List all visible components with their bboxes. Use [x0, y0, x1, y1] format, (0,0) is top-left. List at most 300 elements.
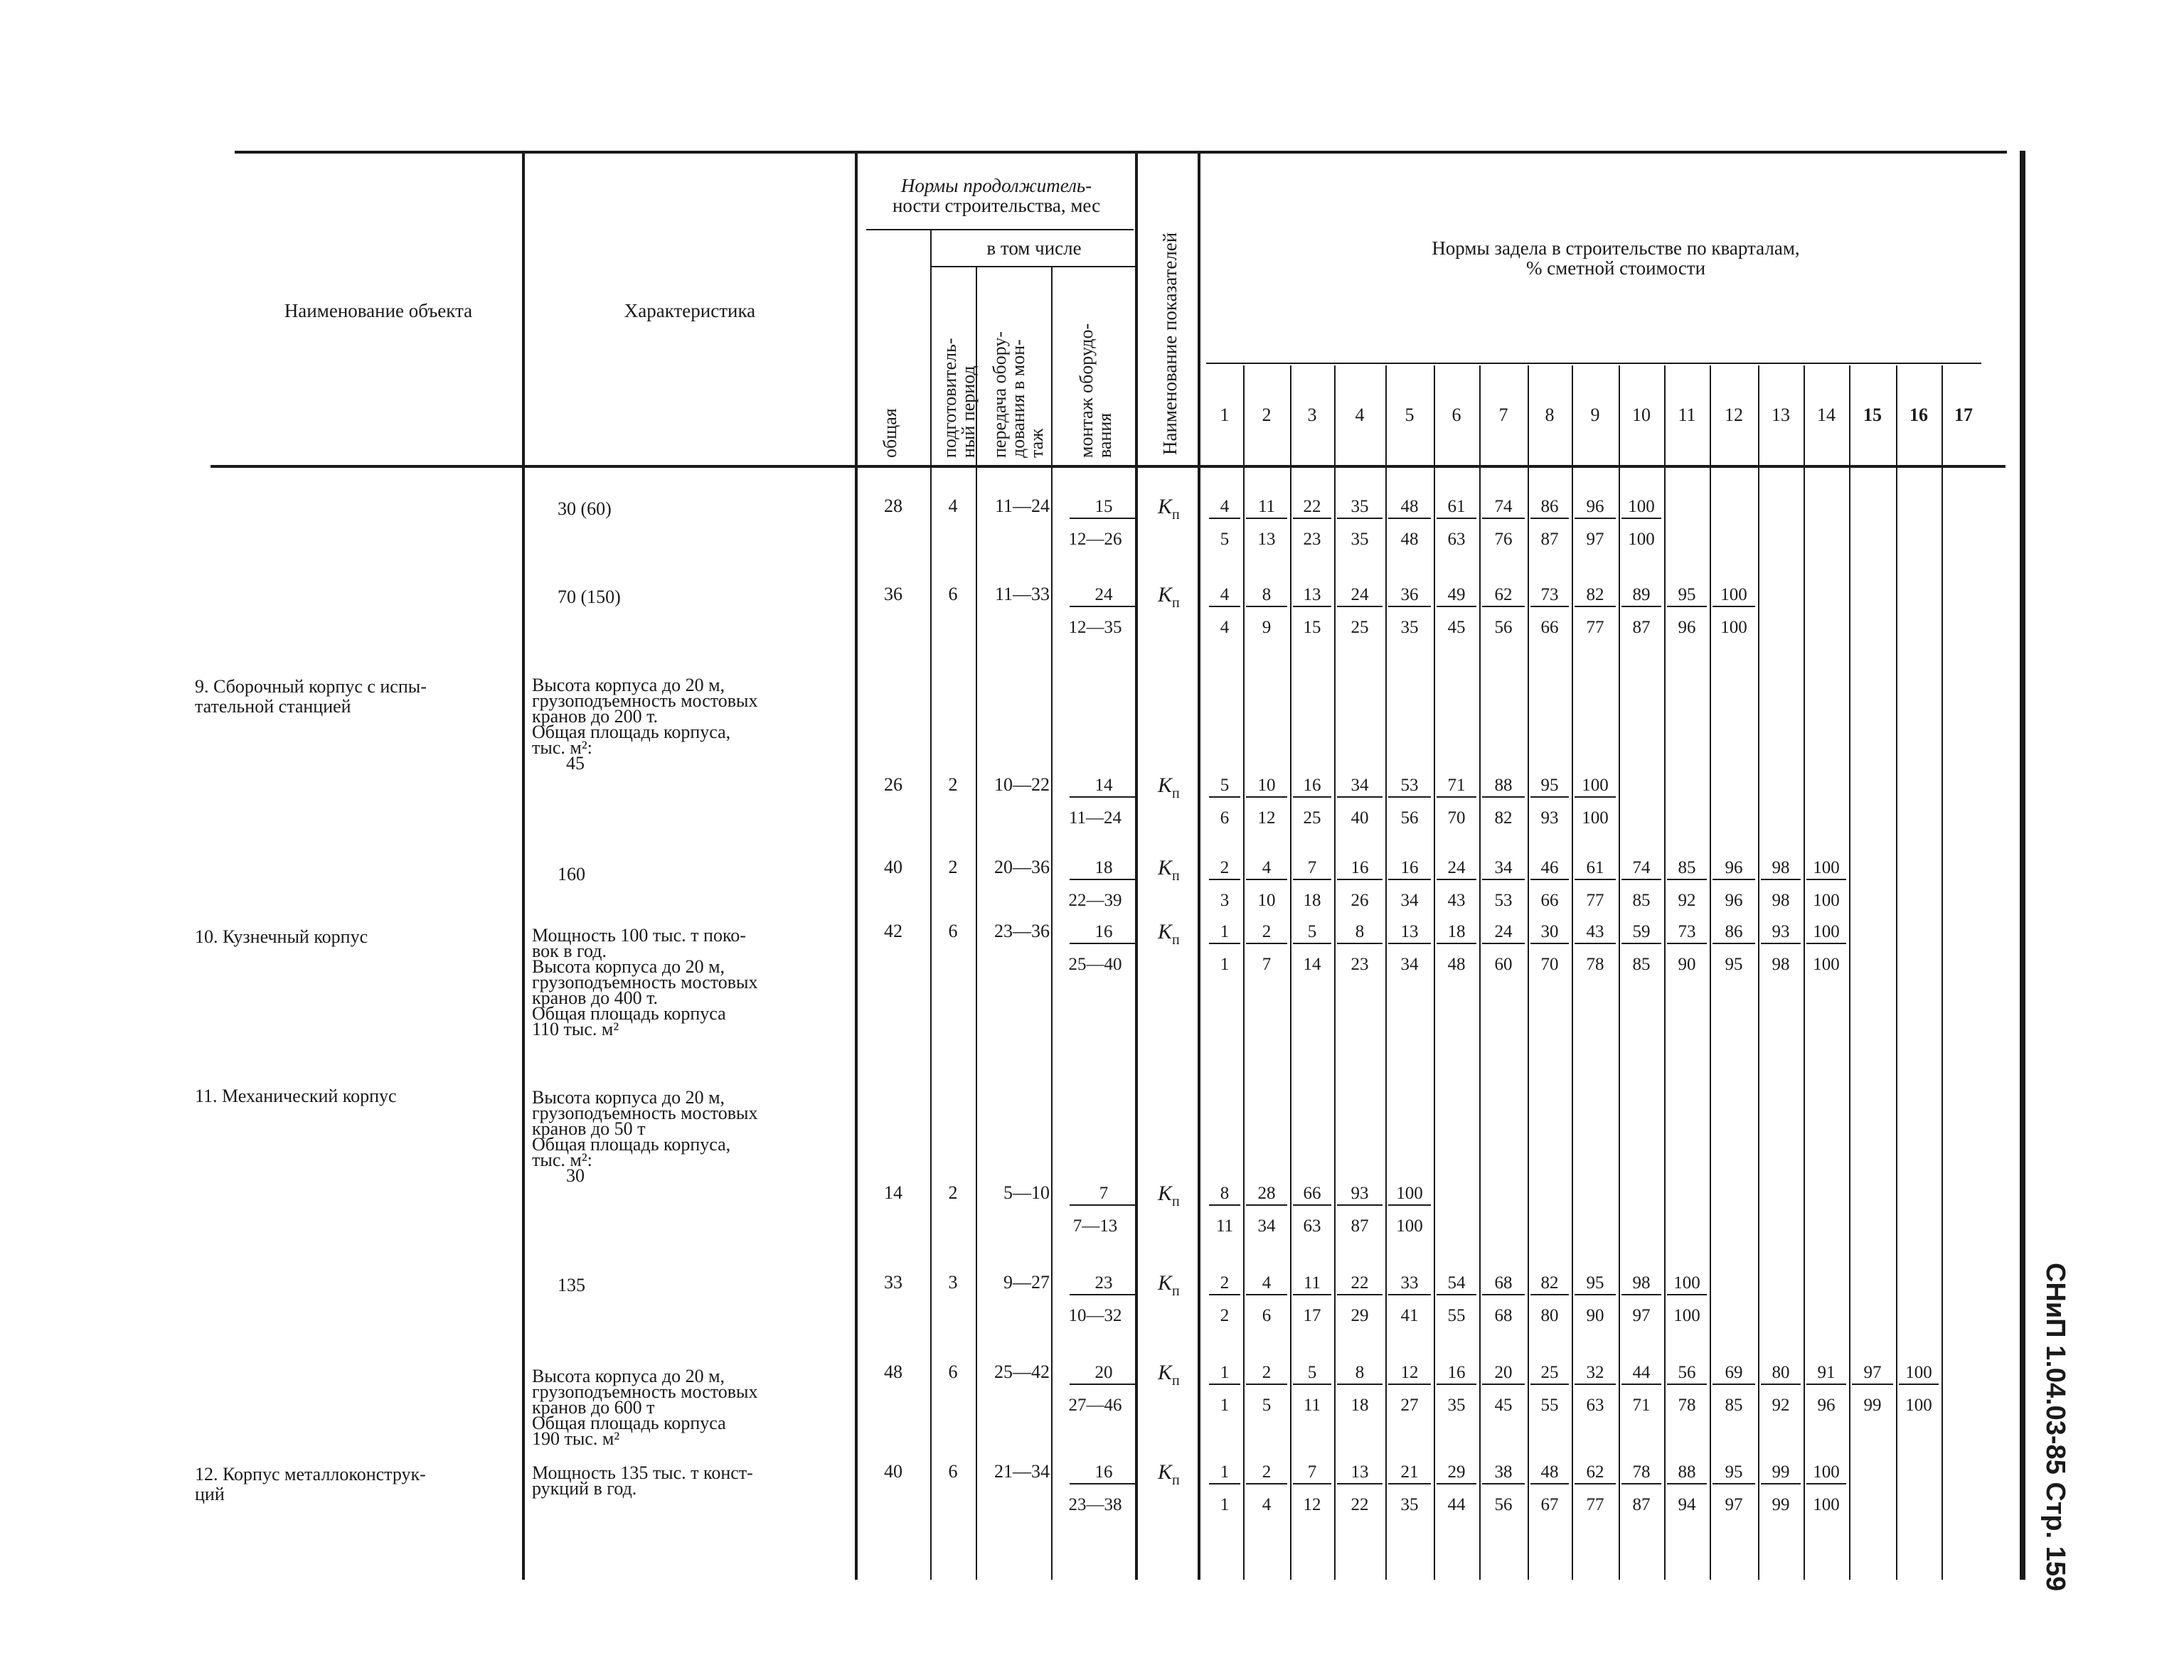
backlog-cell [1667, 584, 1707, 637]
characteristic-10-line: Мощность 100 тыс. т поко- [532, 924, 746, 946]
backlog-top: 16 [1388, 857, 1431, 880]
install-value: 16 [1070, 1462, 1138, 1484]
kp-letter: К [1158, 1273, 1172, 1295]
backlog-cell [1575, 775, 1616, 828]
backlog-top: 86 [1712, 921, 1755, 944]
backlog-cell [1667, 1462, 1707, 1514]
backlog-bottom: 27 [1400, 1395, 1419, 1415]
backlog-cell [1712, 1362, 1755, 1415]
quarter-col-rule [1849, 365, 1850, 1580]
backlog-top: 88 [1667, 1462, 1707, 1484]
backlog-bottom: 100 [1813, 954, 1840, 974]
backlog-bottom: 100 [1720, 617, 1747, 637]
kp-letter: К [1158, 1362, 1172, 1385]
indicator-kp [1158, 1462, 1180, 1489]
backlog-cell [1621, 584, 1661, 637]
duration-install [1058, 496, 1132, 549]
backlog-cell [1209, 1273, 1240, 1325]
backlog-cell [1246, 921, 1287, 974]
backlog-cell [1806, 1362, 1846, 1415]
object-12-name-line2: ций [195, 1483, 225, 1504]
backlog-cell [1246, 1273, 1287, 1325]
backlog-top: 100 [1806, 857, 1846, 880]
object-12-name-line1: 12. Корпус металлоконструк- [195, 1463, 426, 1484]
col-rule [930, 230, 932, 1580]
backlog-bottom: 100 [1628, 529, 1655, 549]
backlog-bottom: 85 [1725, 1395, 1743, 1415]
backlog-bottom: 85 [1632, 890, 1651, 910]
backlog-top: 18 [1437, 921, 1476, 944]
backlog-bottom: 97 [1632, 1305, 1651, 1325]
backlog-top: 22 [1293, 496, 1331, 519]
backlog-bottom: 22 [1351, 1494, 1369, 1514]
backlog-bottom: 43 [1447, 890, 1466, 910]
install-range: 11—24 [1068, 808, 1122, 828]
backlog-cell [1209, 1183, 1240, 1236]
backlog-top: 24 [1437, 857, 1476, 880]
quarter-col-rule [1710, 365, 1711, 1580]
backlog-bottom: 34 [1400, 954, 1419, 974]
duration-handover: 5—10 [1003, 1182, 1050, 1203]
backlog-bottom: 45 [1447, 617, 1466, 637]
backlog-top: 98 [1761, 857, 1801, 880]
backlog-top: 33 [1388, 1273, 1431, 1295]
backlog-top: 98 [1621, 1273, 1661, 1295]
backlog-cell [1209, 1462, 1240, 1514]
kp-letter: К [1158, 584, 1172, 607]
backlog-bottom: 100 [1396, 1216, 1423, 1236]
backlog-cell [1388, 1362, 1431, 1415]
backlog-top: 59 [1621, 921, 1661, 944]
kp-letter: К [1158, 1183, 1172, 1206]
backlog-bottom: 63 [1586, 1395, 1604, 1415]
col-header-prep-line2: ный период [957, 365, 979, 458]
backlog-bottom: 78 [1678, 1395, 1696, 1415]
kp-subscript: п [1171, 508, 1180, 523]
backlog-cell [1293, 1273, 1331, 1325]
duration-title-line1: Нормы продолжитель- [900, 175, 1092, 196]
backlog-top: 5 [1293, 921, 1331, 944]
backlog-cell [1388, 775, 1431, 828]
backlog-top: 46 [1530, 857, 1569, 880]
quarter-number-5: 5 [1405, 404, 1415, 425]
backlog-top: 95 [1667, 584, 1707, 607]
backlog-cell [1337, 921, 1383, 974]
quarter-number-2: 2 [1262, 404, 1272, 425]
backlog-bottom: 90 [1678, 954, 1696, 974]
characteristic-crane-600-line: Высота корпуса до 20 м, [532, 1365, 725, 1386]
quarter-number-4: 4 [1355, 404, 1365, 425]
backlog-cell [1482, 496, 1525, 549]
backlog-top: 89 [1621, 584, 1661, 607]
backlog-bottom: 12 [1257, 808, 1276, 828]
kp-subscript: п [1171, 1194, 1180, 1210]
backlog-top: 100 [1621, 496, 1661, 519]
backlog-cell [1712, 857, 1755, 910]
backlog-top: 74 [1621, 857, 1661, 880]
characteristic-11-line: тыс. м²: [532, 1149, 592, 1170]
backlog-cell [1530, 496, 1569, 549]
backlog-bottom: 87 [1632, 1494, 1651, 1514]
backlog-top: 28 [1246, 1183, 1287, 1206]
backlog-bottom: 48 [1447, 954, 1466, 974]
backlog-top: 100 [1712, 584, 1755, 607]
col-rule [976, 267, 977, 1580]
characteristic-10-line: грузоподъемность мостовых [532, 971, 758, 993]
backlog-top: 22 [1337, 1273, 1383, 1295]
object-9-name-line2: тательной станцией [195, 695, 351, 717]
backlog-bottom: 25 [1351, 617, 1369, 637]
backlog-cell [1437, 1462, 1476, 1514]
backlog-bottom: 95 [1725, 954, 1743, 974]
backlog-bottom: 92 [1678, 890, 1696, 910]
backlog-cell [1575, 1362, 1616, 1415]
characteristic-11-line: 30 [566, 1165, 585, 1186]
backlog-bottom: 40 [1351, 808, 1369, 828]
backlog-bottom: 78 [1586, 954, 1604, 974]
quarter-col-rule [1572, 365, 1573, 1580]
duration-install [1058, 775, 1132, 828]
backlog-bottom: 66 [1540, 890, 1559, 910]
backlog-top: 5 [1209, 775, 1240, 798]
table-top-rule [235, 151, 2007, 154]
characteristic-9-line: грузоподъемность мостовых [532, 690, 758, 711]
duration-title-line2: ности строительства, мес [892, 195, 1101, 216]
backlog-cell [1437, 775, 1476, 828]
backlog-cell [1575, 1462, 1616, 1514]
duration-handover: 25—42 [994, 1361, 1050, 1382]
backlog-cell [1337, 1273, 1383, 1325]
backlog-cell [1388, 1273, 1431, 1325]
characteristic-crane-600-line: 190 тыс. м² [532, 1428, 620, 1449]
backlog-cell [1388, 857, 1431, 910]
backlog-bottom: 87 [1632, 617, 1651, 637]
object-10-name: 10. Кузнечный корпус [195, 926, 368, 947]
duration-prep: 6 [948, 1460, 958, 1482]
backlog-cell [1437, 857, 1476, 910]
install-range: 23—38 [1068, 1494, 1122, 1514]
quarter-number-17: 17 [1954, 404, 1973, 425]
backlog-bottom: 4 [1262, 1494, 1272, 1514]
backlog-top: 10 [1246, 775, 1287, 798]
kp-subscript: п [1171, 869, 1180, 884]
backlog-top: 44 [1621, 1362, 1661, 1385]
backlog-top: 34 [1482, 857, 1525, 880]
backlog-top: 53 [1388, 775, 1431, 798]
backlog-cell [1621, 921, 1661, 974]
quarter-number-12: 12 [1725, 404, 1743, 425]
indicator-kp [1158, 1273, 1180, 1300]
install-range: 22—39 [1068, 890, 1122, 910]
backlog-cell [1437, 1362, 1476, 1415]
backlog-top: 36 [1388, 584, 1431, 607]
backlog-cell [1667, 857, 1707, 910]
backlog-top: 68 [1482, 1273, 1525, 1295]
backlog-cell [1246, 775, 1287, 828]
characteristic-12-line: рукций в год. [532, 1477, 637, 1499]
quarter-number-6: 6 [1451, 404, 1461, 425]
backlog-bottom: 94 [1678, 1494, 1696, 1514]
characteristic-30-60: 30 (60) [558, 498, 612, 519]
backlog-bottom: 48 [1400, 529, 1419, 549]
characteristic-10-line: вок в год. [532, 940, 607, 961]
backlog-cell [1482, 857, 1525, 910]
backlog-bottom: 87 [1540, 529, 1559, 549]
duration-prep: 3 [948, 1271, 958, 1293]
backlog-cell [1621, 857, 1661, 910]
duration-prep: 2 [948, 1182, 958, 1203]
backlog-bottom: 77 [1586, 890, 1604, 910]
backlog-bottom: 11 [1303, 1395, 1321, 1415]
backlog-cell [1437, 584, 1476, 637]
col-header-handover-line1: передача обору- [989, 331, 1010, 458]
backlog-top: 7 [1293, 1462, 1331, 1484]
backlog-top: 93 [1337, 1183, 1383, 1206]
install-range: 7—13 [1072, 1216, 1118, 1236]
quarter-col-rule [1528, 365, 1529, 1580]
backlog-cell [1621, 1462, 1661, 1514]
backlog-cell [1246, 857, 1287, 910]
backlog-bottom: 35 [1400, 1494, 1419, 1514]
kp-letter: К [1158, 857, 1172, 880]
backlog-cell [1806, 1462, 1846, 1514]
backlog-bottom: 15 [1303, 617, 1321, 637]
backlog-cell [1293, 857, 1331, 910]
backlog-cell [1337, 496, 1383, 549]
backlog-top: 96 [1712, 857, 1755, 880]
characteristic-10-line: Общая площадь корпуса [532, 1002, 726, 1024]
backlog-cell [1530, 584, 1569, 637]
duration-handover: 20—36 [994, 856, 1050, 877]
backlog-top: 24 [1337, 584, 1383, 607]
backlog-cell [1482, 921, 1525, 974]
backlog-bottom: 5 [1220, 529, 1230, 549]
backlog-top: 62 [1482, 584, 1525, 607]
backlog-top: 100 [1806, 921, 1846, 944]
backlog-top: 1 [1209, 1362, 1240, 1385]
backlog-top: 97 [1852, 1362, 1893, 1385]
backlog-cell [1530, 775, 1569, 828]
backlog-cell [1530, 921, 1569, 974]
quarter-col-rule [1896, 365, 1897, 1580]
backlog-cell [1293, 584, 1331, 637]
backlog-top: 100 [1388, 1183, 1431, 1206]
backlog-bottom: 55 [1447, 1305, 1466, 1325]
duration-general: 28 [884, 495, 902, 516]
backlog-top: 73 [1530, 584, 1569, 607]
backlog-top: 7 [1293, 857, 1331, 880]
duration-handover: 11—24 [994, 495, 1050, 516]
col-rule [855, 154, 857, 1580]
backlog-top: 95 [1712, 1462, 1755, 1484]
kp-letter: К [1158, 775, 1172, 798]
backlog-top: 56 [1667, 1362, 1707, 1385]
indicator-kp [1158, 584, 1180, 611]
backlog-cell [1712, 1462, 1755, 1514]
quarter-number-1: 1 [1220, 404, 1230, 425]
col-header-install-line2: вания [1094, 412, 1115, 458]
backlog-bottom: 1 [1220, 1494, 1230, 1514]
quarter-number-9: 9 [1590, 404, 1600, 425]
backlog-cell [1293, 1362, 1331, 1415]
backlog-cell [1482, 584, 1525, 637]
backlog-bottom: 29 [1351, 1305, 1369, 1325]
backlog-bottom: 18 [1351, 1395, 1369, 1415]
backlog-cell [1761, 857, 1801, 910]
duration-install [1058, 1462, 1132, 1514]
quarter-col-rule [1434, 365, 1435, 1580]
col-header-handover-line3: таж [1026, 428, 1047, 458]
duration-prep: 6 [948, 583, 958, 604]
duration-install [1058, 1273, 1132, 1325]
backlog-bottom: 6 [1220, 808, 1230, 828]
kp-subscript: п [1171, 1374, 1180, 1389]
backlog-bottom: 77 [1586, 1494, 1604, 1514]
backlog-bottom: 68 [1494, 1305, 1513, 1325]
backlog-cell [1530, 1362, 1569, 1415]
indicator-kp [1158, 1183, 1180, 1210]
duration-handover: 10—22 [994, 774, 1050, 795]
duration-handover: 23—36 [994, 920, 1050, 941]
backlog-top: 16 [1337, 857, 1383, 880]
backlog-bottom: 100 [1813, 1494, 1840, 1514]
backlog-cell [1667, 1273, 1707, 1325]
duration-handover: 11—33 [994, 583, 1050, 604]
backlog-cell [1209, 775, 1240, 828]
backlog-cell [1806, 921, 1846, 974]
backlog-cell [1530, 857, 1569, 910]
backlog-cell [1437, 921, 1476, 974]
backlog-top: 100 [1899, 1362, 1939, 1385]
characteristic-10-line: 110 тыс. м² [532, 1018, 619, 1039]
backlog-top: 32 [1575, 1362, 1616, 1385]
backlog-top: 78 [1621, 1462, 1661, 1484]
backlog-cell [1575, 496, 1616, 549]
duration-general: 26 [884, 774, 902, 795]
backlog-top: 24 [1482, 921, 1525, 944]
backlog-top: 43 [1575, 921, 1616, 944]
backlog-cell [1209, 584, 1240, 637]
duration-install [1058, 857, 1132, 910]
duration-install [1058, 584, 1132, 637]
quarter-number-3: 3 [1307, 404, 1317, 425]
backlog-top: 4 [1209, 496, 1240, 519]
backlog-top: 29 [1437, 1462, 1476, 1484]
backlog-bottom: 25 [1303, 808, 1321, 828]
backlog-top: 8 [1337, 1362, 1383, 1385]
characteristic-crane-600-line: кранов до 600 т [532, 1396, 655, 1418]
col-rule [1198, 154, 1200, 1580]
backlog-bottom: 87 [1351, 1216, 1369, 1236]
backlog-cell [1575, 921, 1616, 974]
backlog-top: 4 [1246, 1273, 1287, 1295]
col-header-general: общая [879, 408, 900, 458]
backlog-bottom: 100 [1582, 808, 1609, 828]
backlog-bottom: 90 [1586, 1305, 1604, 1325]
backlog-cell [1899, 1362, 1939, 1415]
backlog-bottom: 12 [1303, 1494, 1321, 1514]
backlog-cell [1293, 1462, 1331, 1514]
duration-install [1058, 1183, 1132, 1236]
backlog-bottom: 1 [1220, 1395, 1230, 1415]
backlog-bottom: 35 [1447, 1395, 1466, 1415]
backlog-top: 20 [1482, 1362, 1525, 1385]
backlog-bottom: 100 [1673, 1305, 1700, 1325]
backlog-top: 71 [1437, 775, 1476, 798]
backlog-cell [1712, 584, 1755, 637]
backlog-bottom: 63 [1447, 529, 1466, 549]
backlog-bottom: 71 [1632, 1395, 1651, 1415]
backlog-cell [1437, 496, 1476, 549]
backlog-bottom: 70 [1447, 808, 1466, 828]
quarter-col-rule [1385, 365, 1387, 1580]
backlog-cell [1575, 857, 1616, 910]
backlog-cell [1209, 857, 1240, 910]
backlog-top: 82 [1530, 1273, 1569, 1295]
backlog-bottom: 100 [1905, 1395, 1932, 1415]
backlog-top: 4 [1209, 584, 1240, 607]
characteristic-135: 135 [558, 1274, 585, 1295]
install-range: 27—46 [1068, 1395, 1122, 1415]
kp-letter: К [1158, 921, 1172, 944]
backlog-bottom: 67 [1540, 1494, 1559, 1514]
backlog-cell [1806, 857, 1846, 910]
backlog-title-line1: Нормы задела в строительстве по кварталам, [1432, 237, 1800, 259]
col-header-prep-line1: подготовитель- [939, 338, 960, 458]
install-value: 20 [1070, 1362, 1138, 1385]
backlog-top: 61 [1437, 496, 1476, 519]
backlog-bottom: 60 [1494, 954, 1513, 974]
install-range: 12—35 [1068, 617, 1122, 637]
backlog-cell [1575, 1273, 1616, 1325]
backlog-title-line2: % сметной стоимости [1525, 257, 1706, 279]
backlog-bottom: 97 [1725, 1494, 1743, 1514]
backlog-top: 80 [1761, 1362, 1801, 1385]
backlog-cell [1621, 1273, 1661, 1325]
backlog-top: 91 [1806, 1362, 1846, 1385]
install-value: 16 [1070, 921, 1138, 944]
backlog-cell [1575, 584, 1616, 637]
backlog-top: 69 [1712, 1362, 1755, 1385]
backlog-top: 16 [1437, 1362, 1476, 1385]
backlog-bottom: 70 [1540, 954, 1559, 974]
backlog-bottom: 34 [1400, 890, 1419, 910]
backlog-bottom: 66 [1540, 617, 1559, 637]
backlog-bottom: 26 [1351, 890, 1369, 910]
characteristic-crane-600-line: Общая площадь корпуса [532, 1412, 726, 1433]
in-total-header: в том числе [986, 237, 1082, 259]
backlog-bottom: 93 [1540, 808, 1559, 828]
backlog-cell [1246, 1462, 1287, 1514]
duration-general: 14 [884, 1182, 902, 1203]
backlog-top: 21 [1388, 1462, 1431, 1484]
duration-sub-rule [866, 229, 1134, 230]
indicator-kp [1158, 1362, 1180, 1389]
duration-install [1058, 921, 1132, 974]
backlog-bottom: 85 [1632, 954, 1651, 974]
quarter-col-rule [1804, 365, 1805, 1580]
kp-letter: К [1158, 496, 1172, 519]
backlog-top: 13 [1388, 921, 1431, 944]
backlog-cell [1761, 1362, 1801, 1415]
backlog-cell [1209, 496, 1240, 549]
duration-general: 40 [884, 856, 902, 877]
backlog-cell [1761, 1462, 1801, 1514]
backlog-cell [1482, 1462, 1525, 1514]
quarter-number-11: 11 [1678, 404, 1696, 425]
backlog-top: 2 [1246, 921, 1287, 944]
backlog-top: 54 [1437, 1273, 1476, 1295]
